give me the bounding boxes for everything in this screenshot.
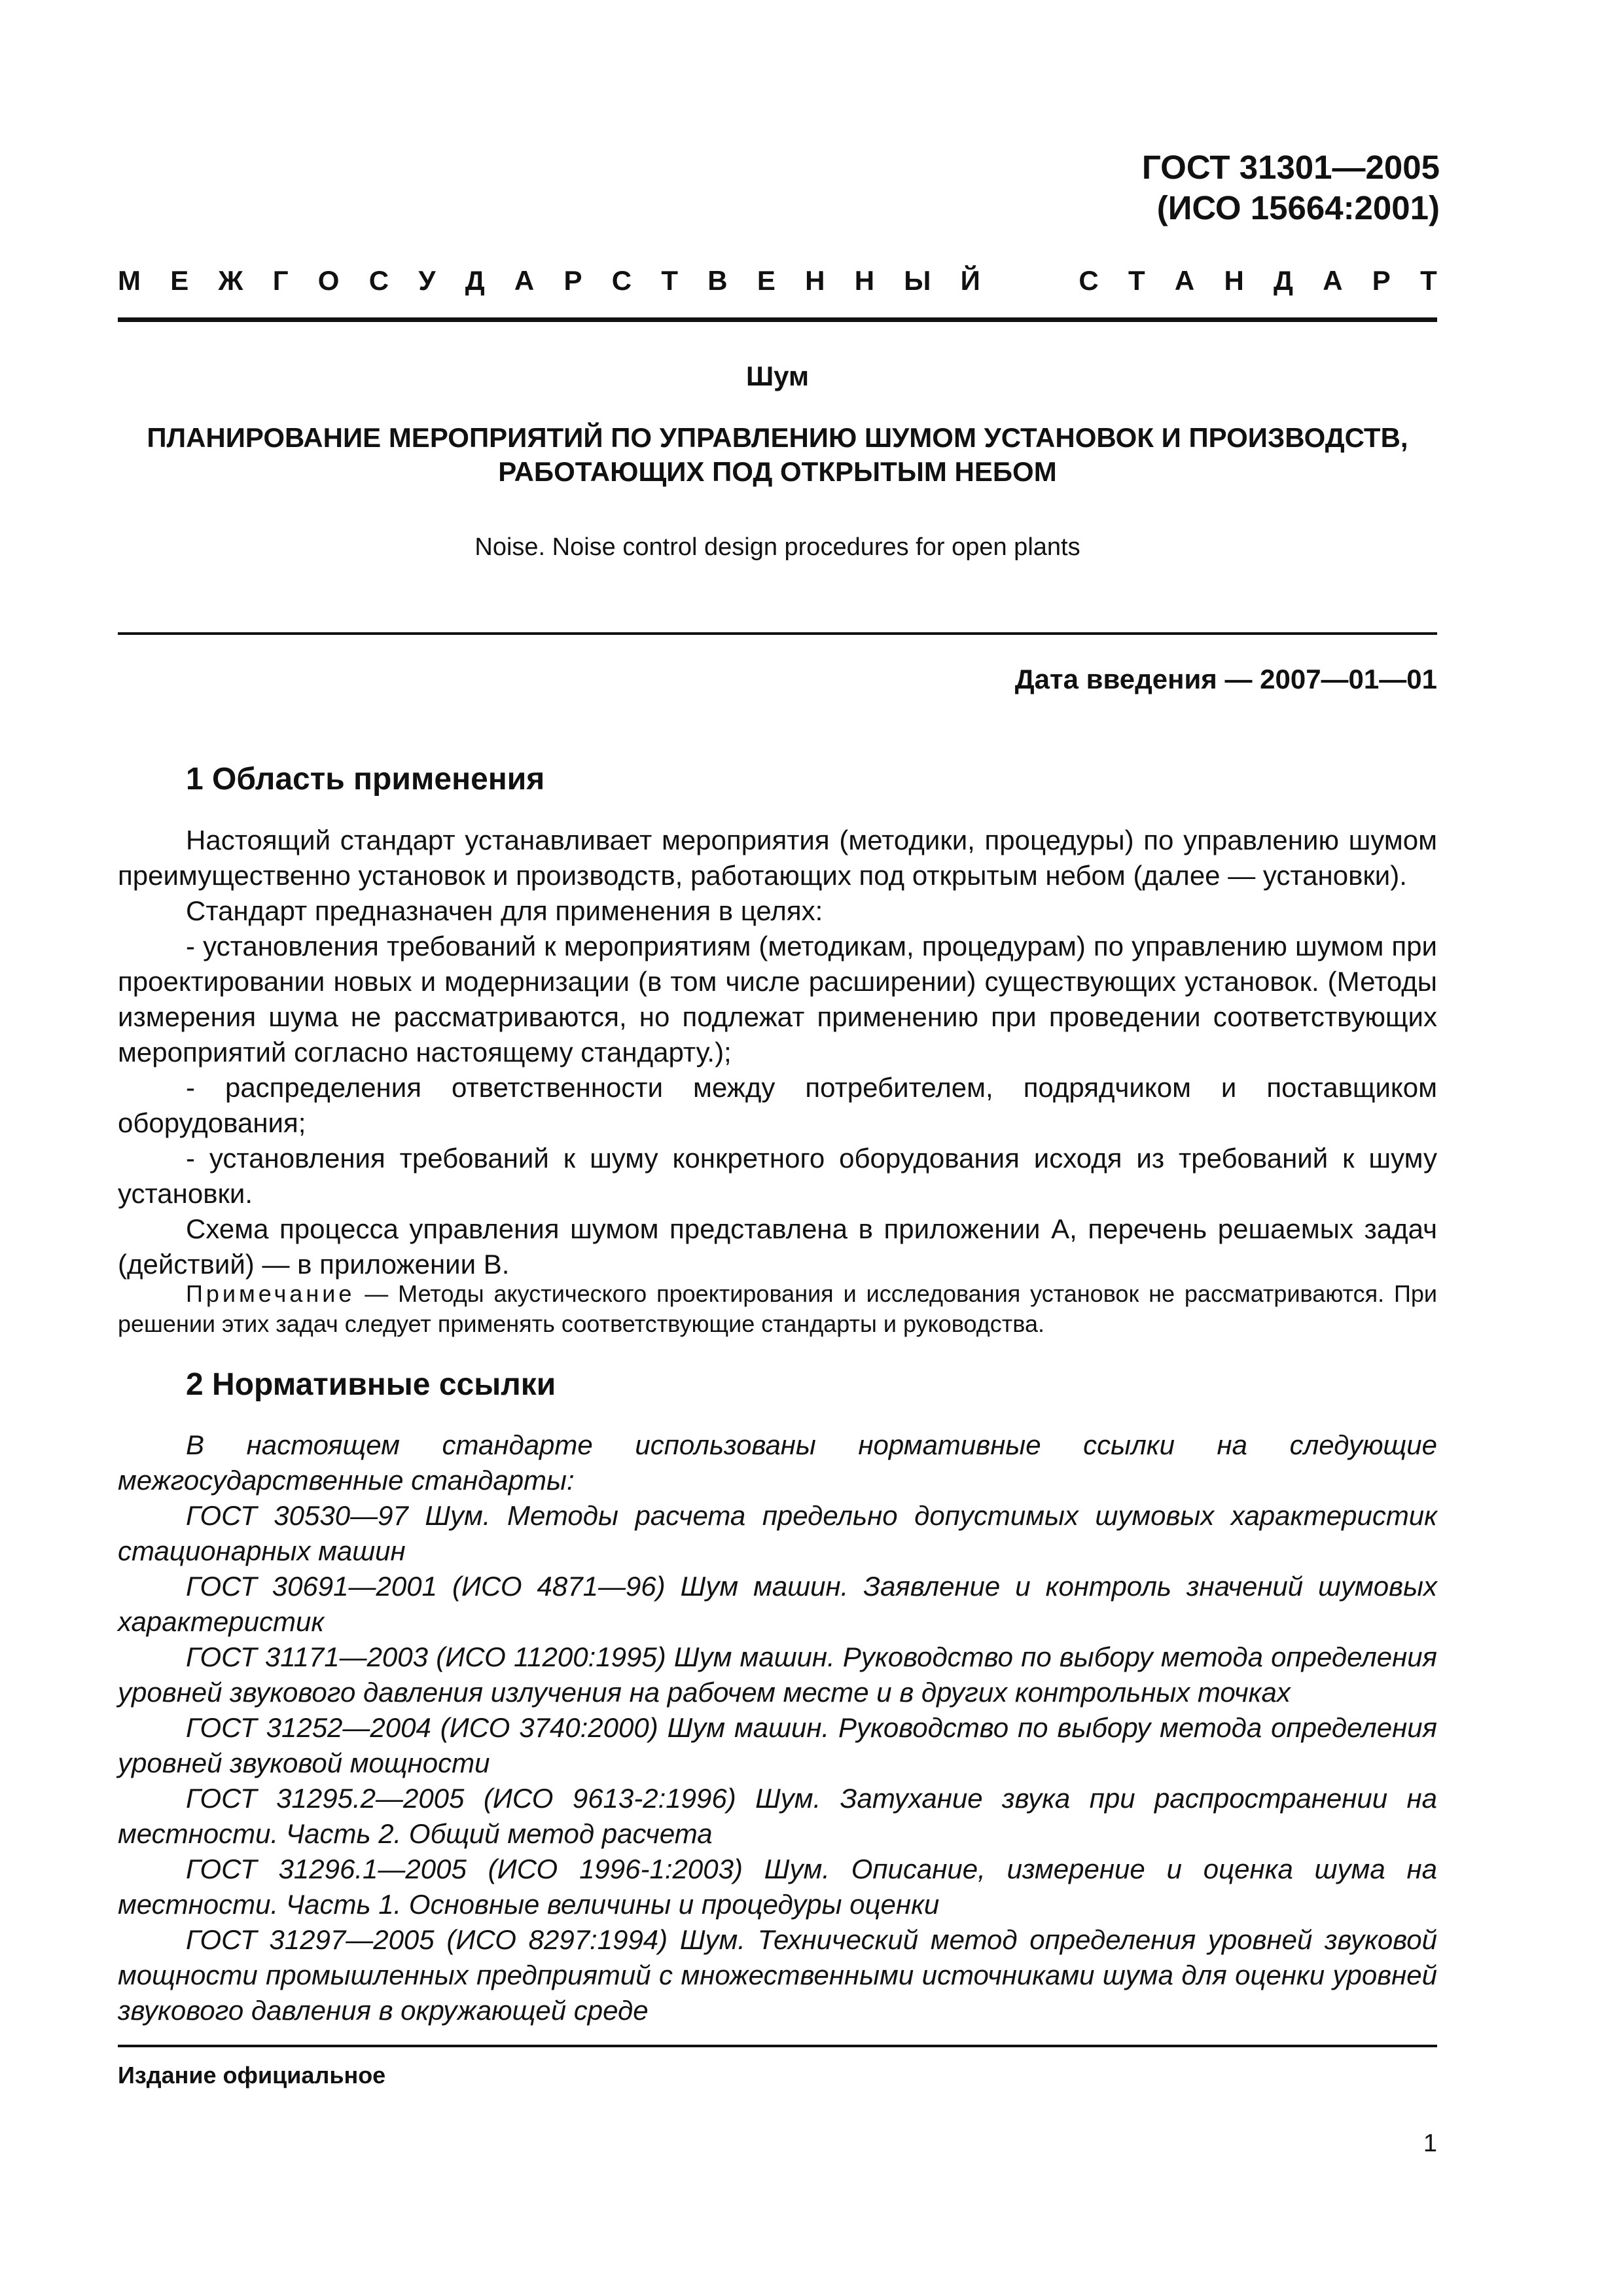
heading-letter: Н (805, 265, 825, 296)
heading-letter: Д (1274, 265, 1293, 296)
heading-letter: Р (1372, 265, 1391, 296)
heading-letter: Т (1420, 265, 1437, 296)
introduction-date: Дата введения — 2007—01—01 (1014, 664, 1437, 694)
section-1-paragraph: Настоящий стандарт устанавливает мероприятия (методики, процедуры) по управлению шумом преимущественно установок и производств, работающих под открытым небом (далее — установки). (118, 825, 1437, 891)
reference-item: ГОСТ 31171—2003 (ИСО 11200:1995) Шум машин. Руководство по выбору метода определения уровней звукового давления излучения на рабочем месте и в других контрольных точках (118, 1641, 1437, 1708)
title-line-1: ПЛАНИРОВАНИЕ МЕРОПРИЯТИЙ ПО УПРАВЛЕНИЮ ШУМОМ УСТАНОВОК И ПРОИЗВОДСТВ, (147, 422, 1408, 453)
standard-type-heading (118, 264, 1437, 297)
english-title: Noise. Noise control design procedures for open plants (474, 533, 1080, 561)
heading-letter: Т (661, 265, 678, 296)
section-1-paragraph: Стандарт предназначен для применения в целях: (186, 895, 823, 926)
heading-letter: М (118, 265, 141, 296)
section-1-paragraph: - установления требований к шуму конкретного оборудования исходя из требований к шуму установки. (118, 1143, 1437, 1209)
document-title (118, 421, 1437, 489)
heading-letter: Д (465, 265, 485, 296)
note-label: Примечание (186, 1280, 355, 1307)
heading-letter: С (1079, 265, 1099, 296)
page-number: 1 (1423, 2130, 1437, 2157)
heading-letter: О (317, 265, 340, 296)
reference-item: ГОСТ 30691—2001 (ИСО 4871—96) Шум машин. Заявление и контроль значений шумовых характеристик (118, 1571, 1437, 1637)
heading-letter: Й (960, 265, 980, 296)
official-edition-label: Издание официальное (118, 2062, 386, 2089)
heading-letter: А (514, 265, 535, 296)
heading-letter: С (611, 265, 632, 296)
reference-item: ГОСТ 30530—97 Шум. Методы расчета предельно допустимых шумовых характеристик стационарных машин (118, 1500, 1437, 1566)
note-text: — Методы акустического проектирования и исследования установок не рассматриваются. При решении этих задач следует применять соответствующие стандарты и руководства. (118, 1280, 1437, 1337)
heading-word-gap (1010, 264, 1049, 297)
designation-iso: (ИСО 15664:2001) (1156, 189, 1440, 226)
reference-item: ГОСТ 31252—2004 (ИСО 3740:2000) Шум машин. Руководство по выбору метода определения уровней звуковой мощности (118, 1712, 1437, 1778)
heading-letter: У (418, 265, 436, 296)
document-topic: Шум (745, 361, 810, 391)
reference-intro: В настоящем стандарте использованы нормативные ссылки на следующие межгосударственные стандарты: (118, 1429, 1437, 1496)
heading-letter: Е (170, 265, 189, 296)
heading-letter: Е (757, 265, 776, 296)
section-1-body (118, 823, 1437, 1282)
heading-letter: Г (272, 265, 289, 296)
heading-letter: Ж (218, 265, 243, 296)
section-1-note (118, 1279, 1437, 1339)
section-1-paragraph: - распределения ответственности между потребителем, подрядчиком и поставщиком оборудования; (118, 1072, 1437, 1138)
heading-letter: А (1323, 265, 1343, 296)
reference-item: ГОСТ 31295.2—2005 (ИСО 9613-2:1996) Шум. Затухание звука при распространении на местности. Часть 2. Общий метод расчета (118, 1783, 1437, 1849)
heading-letter: А (1174, 265, 1195, 296)
section-1-paragraph: - установления требований к мероприятиям (методикам, процедурам) по управлению шумом при проектировании новых и модернизации (в том числе расширении) существующих установок. (Методы измерения шума не рассматриваются, но подлежат применению при проведении соответствующих мероприятий согласно настоящему стандарту.); (118, 931, 1437, 1067)
reference-item: ГОСТ 31296.1—2005 (ИСО 1996-1:2003) Шум. Описание, измерение и оценка шума на местности. Часть 1. Основные величины и процедуры оценки (118, 1854, 1437, 1920)
footer-rule (118, 2045, 1437, 2047)
heading-letter: С (368, 265, 389, 296)
reference-item: ГОСТ 31297—2005 (ИСО 8297:1994) Шум. Технический метод определения уровней звуковой мощности промышленных предприятий с множественными источниками шума для оценки уровней звукового давления в окружающей среде (118, 1924, 1437, 2026)
heading-letter: Н (1224, 265, 1244, 296)
title-rule (118, 632, 1437, 635)
heading-letter: Р (563, 265, 582, 296)
section-1-paragraph: Схема процесса управления шумом представлена в приложении А, перечень решаемых задач (действий) — в приложении В. (118, 1213, 1437, 1280)
heading-letter: Ы (904, 265, 931, 296)
section-1-title: 1 Область применения (186, 762, 545, 797)
header-rule (118, 317, 1437, 322)
section-2-title: 2 Нормативные ссылки (186, 1367, 556, 1402)
heading-letter: В (707, 265, 728, 296)
heading-letter: Н (854, 265, 875, 296)
designation-number: ГОСТ 31301—2005 (1141, 149, 1440, 186)
title-line-2: РАБОТАЮЩИХ ПОД ОТКРЫТЫМ НЕБОМ (498, 456, 1057, 487)
section-2-body (118, 1427, 1437, 2028)
heading-letter: Т (1128, 265, 1145, 296)
standard-designation (851, 147, 1440, 228)
